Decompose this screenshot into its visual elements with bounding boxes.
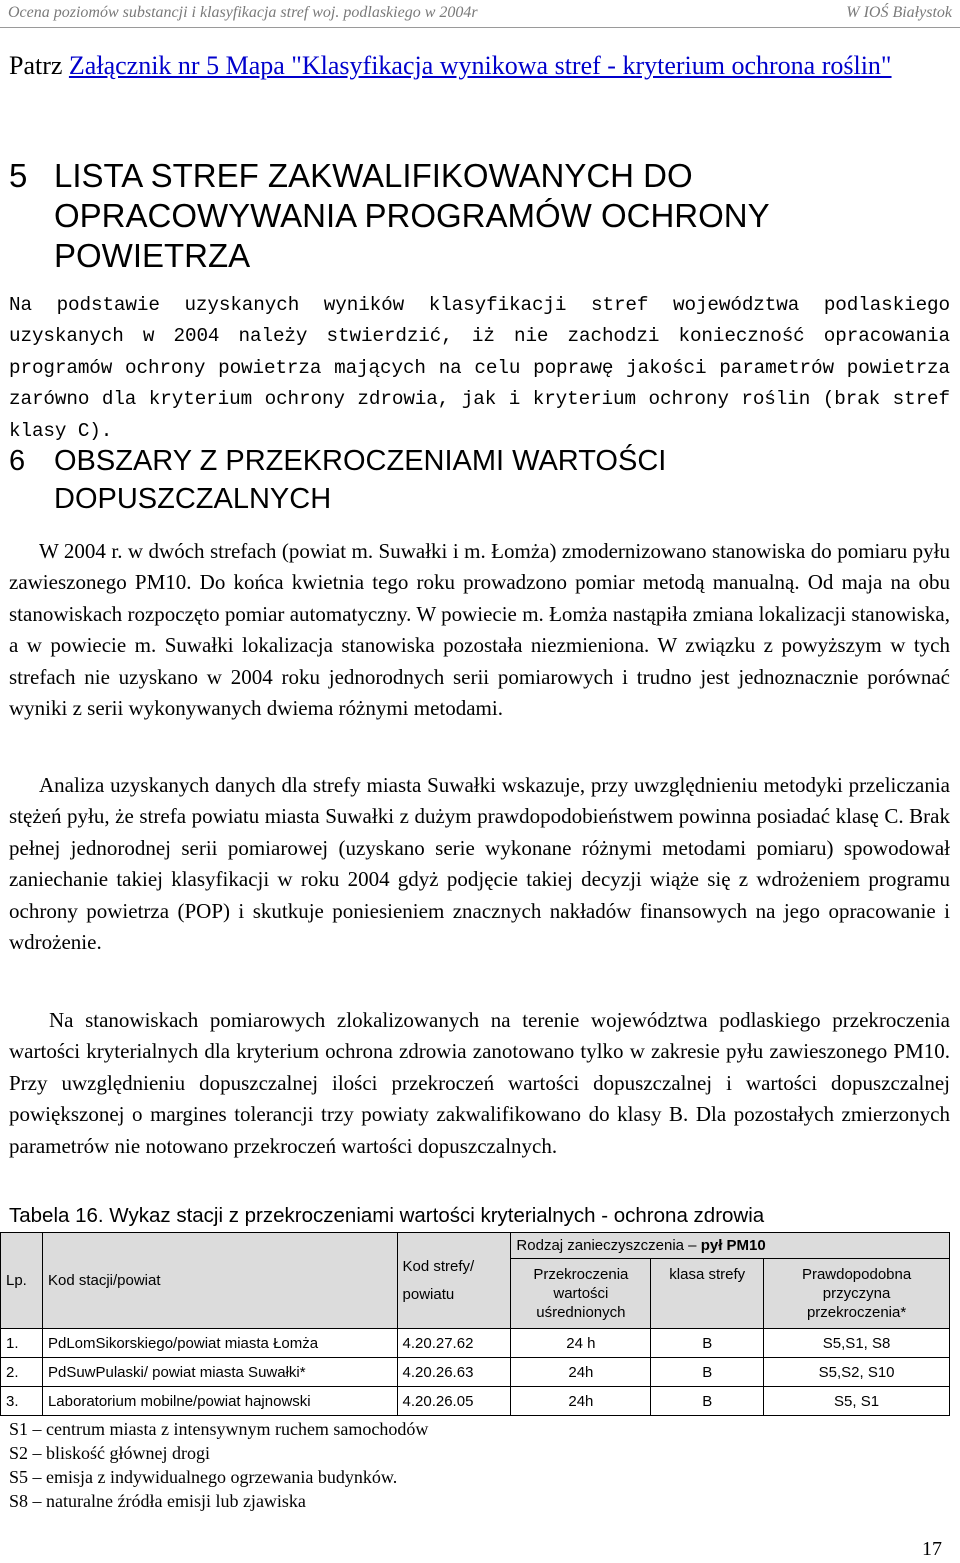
cell-cause: S5, S1 — [764, 1387, 950, 1416]
cell-code: PdLomSikorskiego/powiat miasta Łomża — [42, 1329, 397, 1358]
cell-lp: 3. — [1, 1387, 43, 1416]
header-right: W IOŚ Białystok — [846, 4, 952, 21]
table-row — [1, 1358, 950, 1387]
section-6-paragraph-1: W 2004 r. w dwóch strefach (powiat m. Suwałki i m. Łomża) zmodernizowano stanowiska do pomiaru pyłu zawieszonego PM10. Do końca kwietnia tego roku prowadzono pomiar metodą manualną. Od maja na obu stanowiskach rozpoczęto pomiar automatyczny. W powiecie m. Łomża nastąpiła zmiana lokalizacji stanowiska, a w powiecie m. Suwałki lokalizacja stanowiska pozostała niezmieniona. W związku z powyższym w tych strefach nie uzyskano w 2004 roku jednorodnych serii pomiarowych i trudno jest jednoznacznie porównać wyniki z serii wykonywanych dwiema różnymi metodami. — [9, 539, 950, 721]
col-lp: Lp. — [1, 1233, 43, 1329]
exceedance-table — [0, 1232, 950, 1416]
section-5-number: 5 — [9, 157, 28, 194]
col-cause-line3: przekroczenia* — [806, 1304, 907, 1321]
legend-item: S8 – naturalne źródła emisji lub zjawiska — [9, 1491, 306, 1511]
cell-zone: 4.20.26.05 — [397, 1387, 511, 1416]
cell-zone: 4.20.26.63 — [397, 1358, 511, 1387]
cell-exceed: 24h — [511, 1358, 651, 1387]
section-5-paragraph: Na podstawie uzyskanych wyników klasyfikacji stref województwa podlaskiego uzyskanych w 2004 należy stwierdzić, iż nie zachodzi konieczność opracowania programów ochrony powietrza mających na celu poprawę jakości parametrów powietrza zarówno dla kryterium ochrony zdrowia, jak i kryterium ochrony roślin (brak stref klasy C). — [9, 294, 950, 442]
header-left: Ocena poziomów substancji i klasyfikacja stref woj. podlaskiego w 2004r — [8, 4, 478, 21]
legend-item: S2 – bliskość głównej drogi — [9, 1443, 210, 1463]
legend-item: S1 – centrum miasta z intensywnym ruchem samochodów — [9, 1419, 429, 1439]
col-exceed-line2: wartości — [553, 1285, 609, 1302]
cell-exceed: 24 h — [511, 1329, 651, 1358]
col-zone-line1: Kod strefy/ — [402, 1257, 475, 1275]
section-5-title: LISTA STREF ZAKWALIFIKOWANYCH DO OPRACOWYWANIA PROGRAMÓW OCHRONY POWIETRZA — [54, 157, 770, 274]
cell-class: B — [651, 1387, 764, 1416]
table-row — [1, 1387, 950, 1416]
cell-class: B — [651, 1329, 764, 1358]
pollutant-name: pył PM10 — [700, 1237, 766, 1254]
section-6-paragraph-3: Na stanowiskach pomiarowych zlokalizowanych na terenie województwa podlaskiego przekroczenia wartości kryterialnych dla kryterium ochrona zdrowia zanotowano tylko w zakresie pyłu zawieszonego PM10. Przy uwzględnieniu dopuszczalnej ilości przekroczeń wartości dopuszczalnej i wartości dopuszczalnej powiększonej o margines tolerancji trzy powiaty zakwalifikowano do klasy B. Dla pozostałych zmierzonych parametrów nie notowano przekroczeń wartości dopuszczalnych. — [9, 1008, 950, 1158]
section-6-paragraph-2: Analiza uzyskanych danych dla strefy miasta Suwałki wskazuje, przy uwzględnieniu metodyki przeliczania stężeń pyłu, że strefa powiatu miasta Suwałki z dużym prawdopodobieństwem powinna posiadać klasę C. Brak pełnej jednorodnej serii pomiarowej (uzyskano serie wykonane różnymi metodami pomiaru) spowodował zaniechanie takiej klasyfikacji w roku 2004 gdyż podjęcie takiej decyzji wiąże się z wdrożeniem programu ochrony powietrza (POP) i skutkuje poniesieniem znacznych nakładów finansowych na jego opracowanie i wdrożenie. — [9, 773, 950, 955]
map-reference — [9, 50, 939, 81]
running-header — [0, 0, 960, 28]
col-cause-line1: Prawdopodobna — [801, 1266, 912, 1283]
cell-class: B — [651, 1358, 764, 1387]
cell-code: PdSuwPulaski/ powiat miasta Suwałki* — [42, 1358, 397, 1387]
pollutant-prefix: Rodzaj zanieczyszczenia – — [516, 1237, 701, 1254]
col-pollutant — [511, 1233, 950, 1259]
col-zone — [397, 1233, 511, 1329]
col-exceed-line3: uśrednionych — [536, 1304, 626, 1321]
reference-prefix: Patrz — [9, 51, 69, 80]
col-class: klasa strefy — [651, 1259, 764, 1329]
table-caption: Tabela 16. Wykaz stacji z przekroczeniami wartości kryterialnych - ochrona zdrowia — [9, 1204, 765, 1227]
col-code: Kod stacji/powiat — [42, 1233, 397, 1329]
cell-cause: S5,S2, S10 — [764, 1358, 950, 1387]
section-6-title: OBSZARY Z PRZEKROCZENIAMI WARTOŚCI DOPUSZCZALNYCH — [54, 445, 667, 515]
col-exceed-line1: Przekroczenia — [533, 1266, 629, 1283]
cell-cause: S5,S1, S8 — [764, 1329, 950, 1358]
page-number: 17 — [922, 1538, 942, 1560]
cell-exceed: 24h — [511, 1387, 651, 1416]
col-cause — [764, 1259, 950, 1329]
cell-zone: 4.20.27.62 — [397, 1329, 511, 1358]
section-6-number: 6 — [9, 445, 26, 477]
legend-item: S5 – emisja z indywidualnego ogrzewania budynków. — [9, 1467, 398, 1487]
header-rule — [0, 27, 960, 28]
cell-code: Laboratorium mobilne/powiat hajnowski — [42, 1387, 397, 1416]
cell-lp: 2. — [1, 1358, 43, 1387]
annex-link[interactable]: Załącznik nr 5 Mapa "Klasyfikacja wynikowa stref - kryterium ochrona roślin" — [68, 51, 892, 80]
cause-legend — [9, 1417, 428, 1513]
col-zone-line2: powiatu — [402, 1285, 455, 1303]
col-exceed — [511, 1259, 651, 1329]
table-row — [1, 1329, 950, 1358]
cell-lp: 1. — [1, 1329, 43, 1358]
col-cause-line2: przyczyna — [822, 1285, 891, 1302]
